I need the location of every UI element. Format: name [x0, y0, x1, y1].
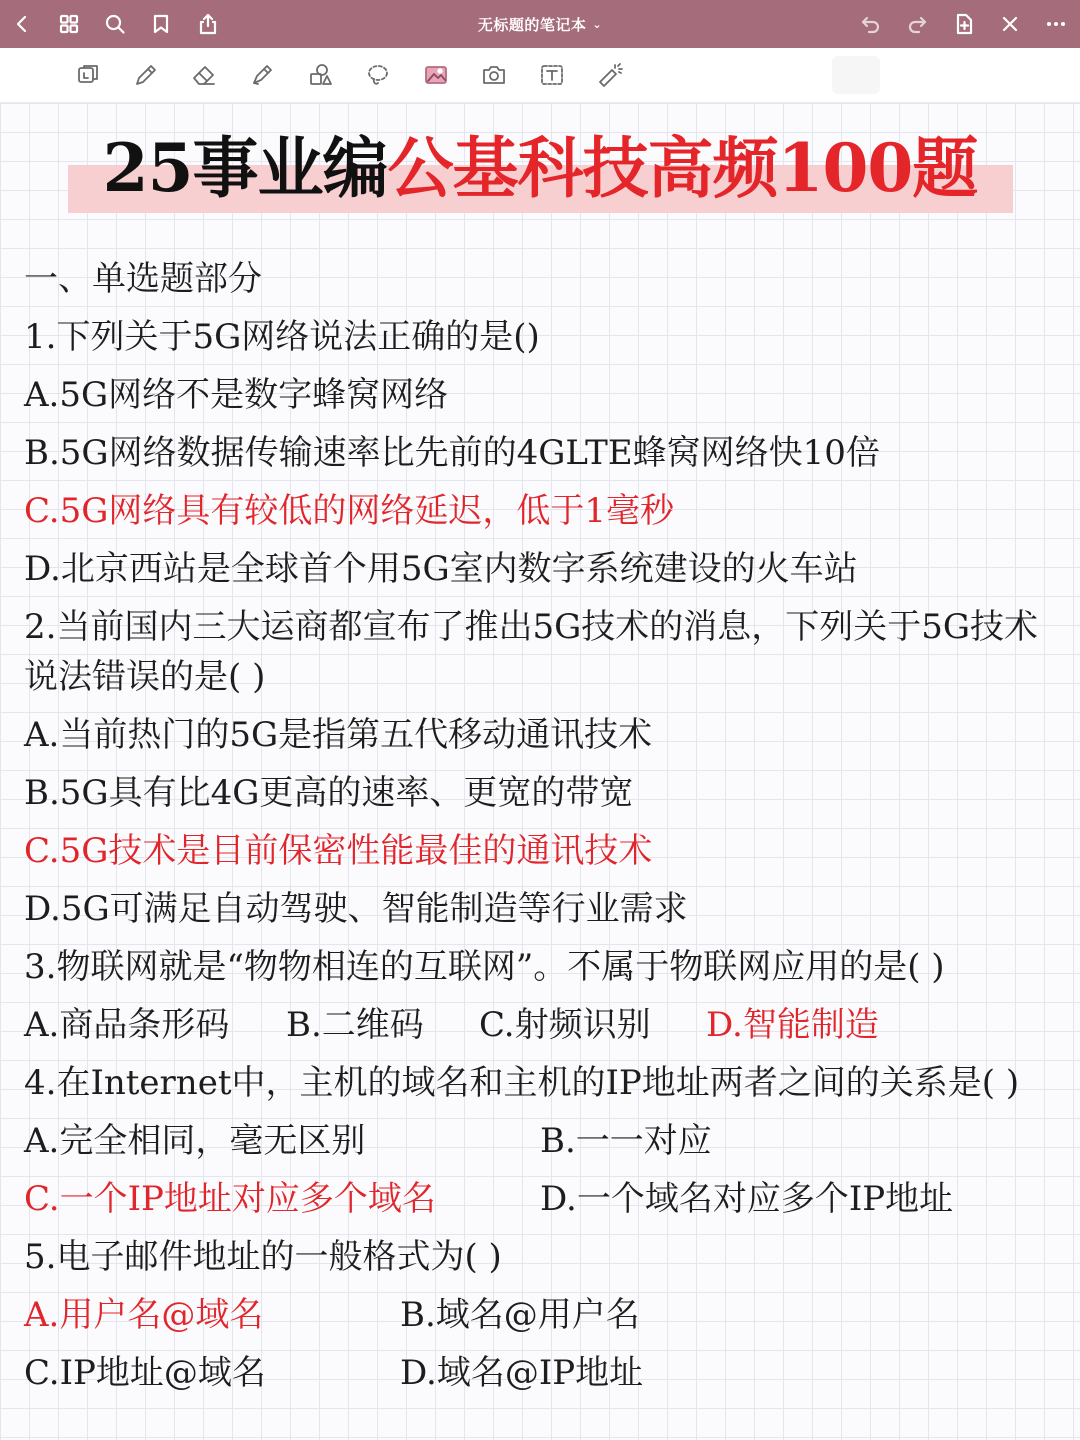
grid-icon[interactable]	[49, 0, 89, 48]
q5-options-row-2	[24, 1351, 1054, 1395]
q5-stem: 5.电子邮件地址的一般格式为( )	[24, 1237, 502, 1277]
eraser-icon[interactable]	[187, 58, 221, 92]
note-page[interactable]	[0, 103, 1080, 1440]
highlighter-icon[interactable]	[245, 58, 279, 92]
q4-option-b: B.一一对应	[540, 1121, 712, 1161]
q1-option-a: A.5G网络不是数字蜂窝网络	[24, 375, 449, 415]
q1-option-b: B.5G网络数据传输速率比先前的4GLTE蜂窝网络快10倍	[24, 433, 880, 473]
q2-stem-line1: 2.当前国内三大运商都宣布了推出5G技术的消息，下列关于5G技术	[24, 607, 1039, 647]
q2-option-d: D.5G可满足自动驾驶、智能制造等行业需求	[24, 889, 688, 929]
search-icon[interactable]	[95, 0, 135, 48]
q2-option-b: B.5G具有比4G更高的速率、更宽的带宽	[24, 773, 634, 813]
camera-icon[interactable]	[477, 58, 511, 92]
section-heading: 一、单选题部分	[24, 259, 262, 299]
share-icon[interactable]	[188, 0, 228, 48]
q4-stem: 4.在Internet中，主机的域名和主机的IP地址两者之间的关系是( )	[24, 1063, 1020, 1103]
q4-option-c-answer: C.一个IP地址对应多个域名	[24, 1179, 436, 1219]
q3-option-c: C.射频识别	[479, 1005, 651, 1045]
lasso-select-icon[interactable]	[71, 58, 105, 92]
title-red-part: 公基科技高频100题	[387, 129, 978, 207]
q3-option-b: B.二维码	[286, 1005, 424, 1045]
add-page-icon[interactable]	[944, 0, 984, 48]
pen-icon[interactable]	[129, 58, 163, 92]
q5-options-row-1	[24, 1293, 1054, 1337]
q5-option-d: D.域名@IP地址	[400, 1353, 644, 1393]
q4-options-row-2	[24, 1177, 1054, 1221]
more-icon[interactable]	[1036, 0, 1076, 48]
q5-option-c: C.IP地址@域名	[24, 1353, 266, 1393]
q3-option-d-answer: D.智能制造	[706, 1005, 879, 1045]
chevron-down-icon: ⌄	[592, 17, 603, 31]
q3-stem: 3.物联网就是“物物相连的互联网”。不属于物联网应用的是( )	[24, 947, 945, 987]
back-icon[interactable]	[2, 0, 42, 48]
close-icon[interactable]	[990, 0, 1030, 48]
note-title	[0, 125, 1080, 215]
q4-options-row-1	[24, 1119, 1054, 1163]
bookmark-icon[interactable]	[141, 0, 181, 48]
q4-option-a: A.完全相同，毫无区别	[24, 1121, 366, 1161]
q1-option-c-answer: C.5G网络具有较低的网络延迟，低于1毫秒	[24, 491, 675, 531]
laser-pointer-icon[interactable]	[593, 58, 627, 92]
toolbar-overflow-placeholder	[832, 56, 880, 94]
q1-stem: 1.下列关于5G网络说法正确的是()	[24, 317, 540, 357]
q3-option-a: A.商品条形码	[24, 1005, 230, 1045]
q2-option-c-answer: C.5G技术是目前保密性能最佳的通讯技术	[24, 831, 653, 871]
undo-icon[interactable]	[851, 0, 891, 48]
q5-option-a-answer: A.用户名@域名	[24, 1295, 264, 1335]
q2-stem-line2: 说法错误的是( )	[24, 657, 266, 697]
title-text	[0, 125, 1080, 211]
q1-option-d: D.北京西站是全球首个用5G室内数字系统建设的火车站	[24, 549, 858, 589]
q3-options-row	[24, 1003, 1054, 1047]
drawing-toolbar	[0, 48, 1080, 103]
title-black-part: 25事业编	[102, 129, 388, 207]
image-icon[interactable]	[419, 58, 453, 92]
q5-option-b: B.域名@用户名	[400, 1295, 640, 1335]
lasso-icon[interactable]	[361, 58, 395, 92]
text-icon[interactable]	[535, 58, 569, 92]
q2-option-a: A.当前热门的5G是指第五代移动通讯技术	[24, 715, 653, 755]
notebook-title-text: 无标题的笔记本	[477, 15, 587, 34]
app-top-bar	[0, 0, 1080, 48]
redo-icon[interactable]	[897, 0, 937, 48]
q4-option-d: D.一个域名对应多个IP地址	[540, 1179, 954, 1219]
shapes-icon[interactable]	[303, 58, 337, 92]
